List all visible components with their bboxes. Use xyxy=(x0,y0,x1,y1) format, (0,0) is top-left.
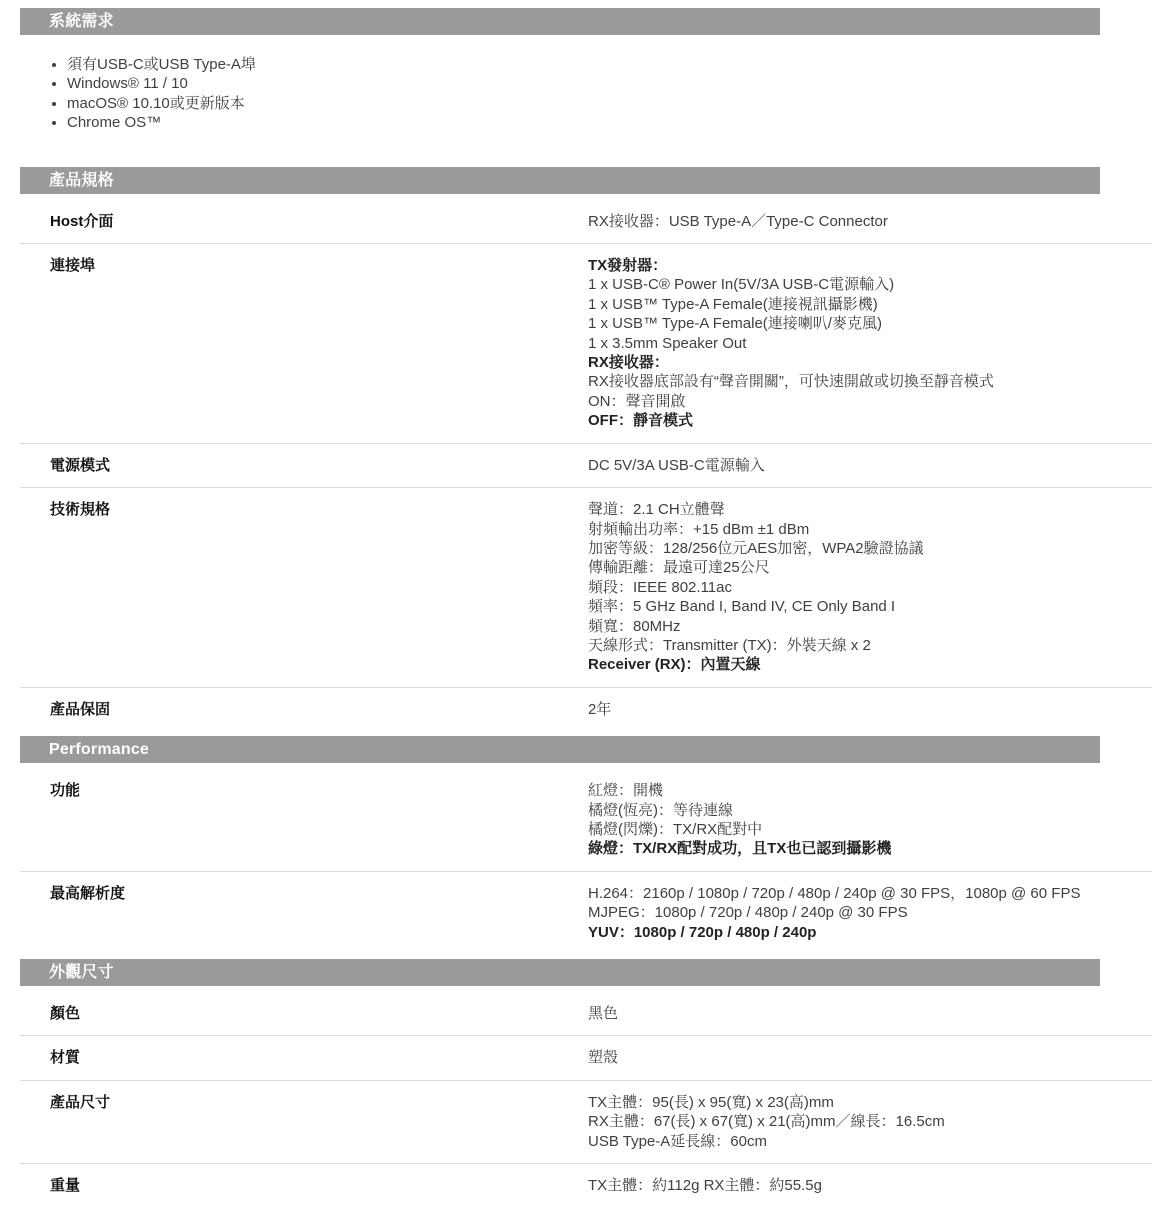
spec-value-line: TX發射器： xyxy=(588,257,668,275)
spec-row-label: 產品尺寸 xyxy=(50,1093,111,1111)
spec-value-line: 加密等級：128/256位元AES加密，WPA2驗證協議 xyxy=(588,539,924,557)
spec-value-line: RX主體：67(長) x 67(寬) x 21(高)mm／線長：16.5cm xyxy=(588,1113,945,1131)
spec-value-line: 天線形式：Transmitter (TX)：外裝天線 x 2 xyxy=(588,636,871,654)
spec-value-line: MJPEG：1080p / 720p / 480p / 240p @ 30 FPS xyxy=(588,904,908,922)
spec-value-line: 1 x USB-C® Power In(5V/3A USB-C電源輸入) xyxy=(588,276,895,294)
spec-value-line: 橘燈(恆亮)：等待連線 xyxy=(588,801,733,819)
spec-value-line: 1 x USB™ Type-A Female(連接喇叭/麥克風) xyxy=(588,315,882,333)
spec-value-line: 1 x USB™ Type-A Female(連接視訊攝影機) xyxy=(588,295,878,313)
spec-section xyxy=(20,167,1152,732)
section-header: 外觀尺寸 xyxy=(20,959,1100,986)
spec-value-line: TX主體：95(長) x 95(寬) x 23(高)mm xyxy=(588,1093,834,1111)
spec-section xyxy=(20,736,1152,954)
spec-rows xyxy=(20,200,1152,732)
spec-section xyxy=(20,959,1152,1207)
spec-row-value xyxy=(588,212,1152,231)
spec-row-value xyxy=(588,781,1152,859)
spec-row-value xyxy=(588,1048,1152,1067)
spec-value-line: 2年 xyxy=(588,700,612,718)
system-requirements-list xyxy=(20,55,1152,133)
spec-row-label: 電源模式 xyxy=(50,456,111,474)
section-header: 產品規格 xyxy=(20,167,1100,194)
spec-value-line: OFF：靜音模式 xyxy=(588,412,693,430)
spec-value-line: 紅燈：開機 xyxy=(588,782,664,800)
spec-value-line: RX接收器： xyxy=(588,354,669,372)
table-row xyxy=(20,443,1152,487)
spec-value-line: YUV：1080p / 720p / 480p / 240p xyxy=(588,923,817,941)
table-row xyxy=(20,243,1152,443)
spec-rows xyxy=(20,992,1152,1207)
spec-value-line: 橘燈(閃爍)：TX/RX配對中 xyxy=(588,820,763,838)
spec-row-label: 重量 xyxy=(50,1177,81,1195)
spec-row-value xyxy=(588,256,1152,431)
spec-value-line: 綠燈：TX/RX配對成功，且TX也已認到攝影機 xyxy=(588,840,892,858)
spec-value-line: 黑色 xyxy=(588,1005,619,1022)
requirement-item: • Chrome OS™ xyxy=(67,113,1152,132)
spec-row-label: Host介面 xyxy=(50,212,114,230)
table-row xyxy=(20,1035,1152,1079)
spec-row-label: 顏色 xyxy=(50,1005,81,1022)
spec-value-line: USB Type-A延長線：60cm xyxy=(588,1132,767,1150)
spec-value-line: 頻率：5 GHz Band I, Band IV, CE Only Band I xyxy=(588,598,896,616)
table-row xyxy=(20,769,1152,871)
spec-rows xyxy=(20,769,1152,954)
spec-value-line: TX主體：約112g RX主體：約55.5g xyxy=(588,1177,822,1195)
spec-row-label: 最高解析度 xyxy=(50,884,126,902)
table-row xyxy=(20,687,1152,731)
spec-value-line: 1 x 3.5mm Speaker Out xyxy=(588,334,747,352)
spec-row-value xyxy=(588,1093,1152,1151)
spec-value-line: 傳輸距離：最遠可達25公尺 xyxy=(588,559,770,577)
spec-value-line: RX接收器：USB Type-A／Type-C Connector xyxy=(588,212,888,230)
spec-row-value xyxy=(588,1176,1152,1195)
requirement-item: • Windows® 11 / 10 xyxy=(67,74,1152,93)
spec-value-line: RX接收器底部設有“聲音開關”，可快速開啟或切換至靜音模式 xyxy=(588,373,994,391)
spec-value-line: 頻寬：80MHz xyxy=(588,617,681,635)
spec-row-value xyxy=(588,500,1152,675)
spec-value-line: 頻段：IEEE 802.11ac xyxy=(588,578,732,596)
spec-row-value xyxy=(588,1004,1152,1023)
spec-row-label: 材質 xyxy=(50,1049,81,1067)
spec-row-label: 產品保固 xyxy=(50,700,111,718)
requirement-item: • 須有USB-C或USB Type-A埠 xyxy=(67,55,1152,74)
spec-value-line: H.264：2160p / 1080p / 720p / 480p / 240p @ 30 FPS，1080p @ 60 FPS xyxy=(588,884,1081,902)
table-row xyxy=(20,992,1152,1035)
table-row xyxy=(20,871,1152,954)
section-header: Performance xyxy=(20,736,1100,763)
spec-row-value xyxy=(588,884,1152,942)
spec-row-label: 連接埠 xyxy=(50,257,96,275)
spec-row-value xyxy=(588,700,1152,719)
spec-value-line: Receiver (RX)：內置天線 xyxy=(588,656,761,674)
requirement-item: • macOS® 10.10或更新版本 xyxy=(67,94,1152,113)
spec-value-line: ON：聲音開啟 xyxy=(588,392,686,410)
spec-value-line: 塑殼 xyxy=(588,1049,619,1067)
spec-value-line: 射頻輸出功率：+15 dBm ±1 dBm xyxy=(588,520,810,538)
spec-row-value xyxy=(588,456,1152,475)
spec-value-line: DC 5V/3A USB-C電源輸入 xyxy=(588,456,765,474)
table-row xyxy=(20,1163,1152,1207)
table-row xyxy=(20,487,1152,687)
spec-row-label: 功能 xyxy=(50,782,81,800)
spec-value-line: 聲道：2.1 CH立體聲 xyxy=(588,501,725,519)
spec-sections xyxy=(20,167,1152,1207)
table-row xyxy=(20,1080,1152,1163)
table-row xyxy=(20,200,1152,243)
section-header-system-requirements: 系統需求 xyxy=(20,8,1100,35)
spec-row-label: 技術規格 xyxy=(50,501,111,519)
